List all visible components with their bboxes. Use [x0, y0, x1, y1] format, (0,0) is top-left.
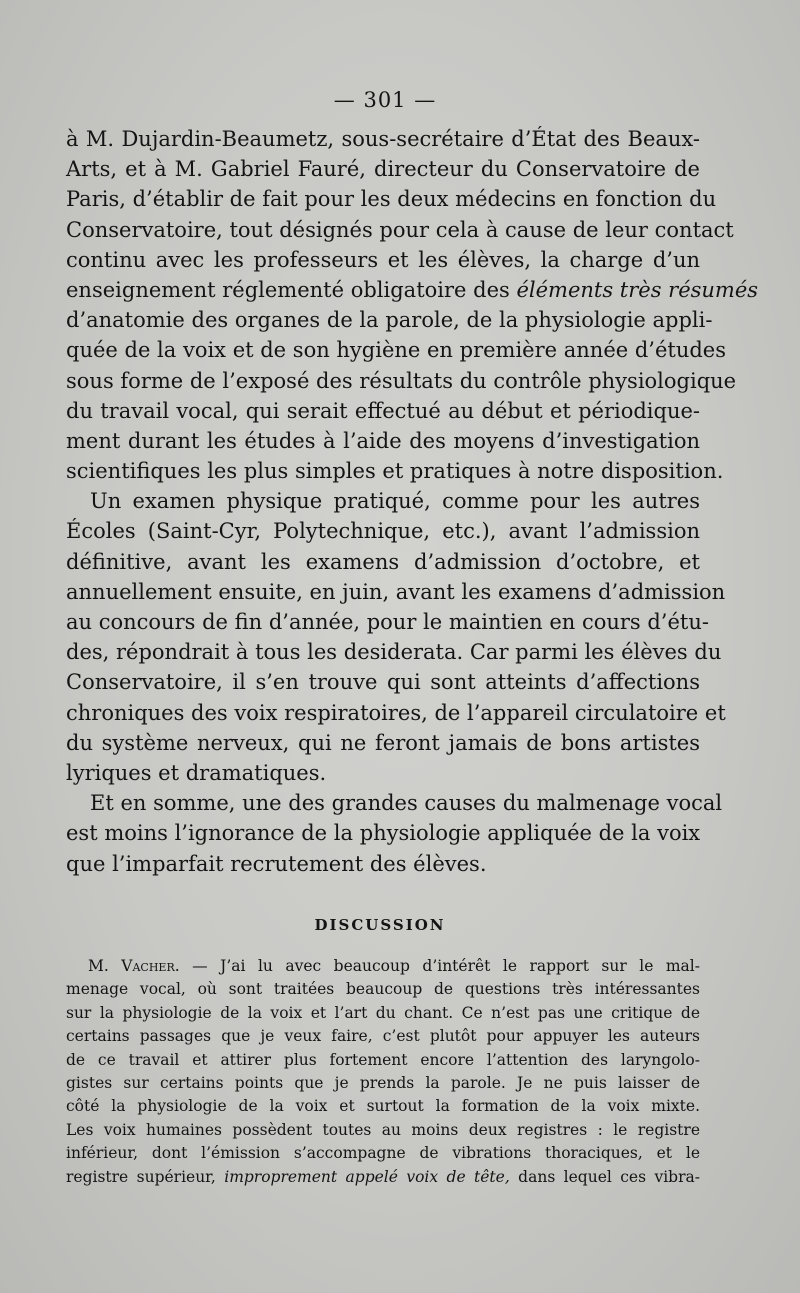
text-line: inférieur, dont l’émission s’accompagne de vibrations thoraciques, et le — [66, 1144, 700, 1163]
text-segment: — J’ai lu avec beaucoup d’intérêt le rapport sur le mal- — [179, 957, 700, 975]
text-line: ment durant les études à l’aide des moyens d’investigation — [66, 428, 700, 453]
text-line: Écoles (Saint-Cyr, Polytechnique, etc.), avant l’admission — [66, 519, 700, 544]
text-line — [66, 275, 759, 305]
text-line: Arts, et à M. Gabriel Fauré, directeur du Conservatoire de — [66, 157, 700, 182]
text-line: Un examen physique pratiqué, comme pour les autres — [90, 489, 700, 514]
speaker-name: M. Vacher. — [88, 957, 180, 975]
page-number: — 301 — — [333, 88, 437, 112]
discussion-text-block — [66, 955, 700, 1189]
text-line — [66, 955, 700, 978]
text-line: gistes sur certains points que je prends la parole. Je ne puis laisser de — [66, 1073, 700, 1092]
text-line: lyriques et dramatiques. — [66, 760, 327, 785]
text-line: du système nerveux, qui ne feront jamais de bons artistes — [66, 730, 700, 755]
main-text-block — [66, 124, 759, 879]
text-line: définitive, avant les examens d’admission d’octobre, et — [66, 549, 700, 574]
text-line: à M. Dujardin-Beaumetz, sous-secrétaire d’État des Beaux- — [66, 127, 700, 151]
text-line: menage vocal, où sont traitées beaucoup de questions très intéressantes — [66, 980, 700, 999]
text-segment: enseignement réglementé obligatoire des — [66, 277, 510, 302]
text-line: que l’imparfait recrutement des élèves. — [66, 851, 487, 876]
text-line: Conservatoire, il s’en trouve qui sont atteints d’affections — [66, 670, 700, 695]
italic-phrase: improprement appelé voix de tête, — [224, 1167, 510, 1186]
text-line: Les voix humaines possèdent toutes au moins deux registres : le registre — [66, 1120, 700, 1139]
text-line: d’anatomie des organes de la parole, de la physiologie appli- — [66, 308, 713, 333]
text-line: Paris, d’établir de fait pour les deux médecins en fonction du — [66, 187, 717, 212]
text-line: quée de la voix et de son hygiène en première année d’études — [66, 338, 727, 363]
text-line: continu avec les professeurs et les élèves, la charge d’un — [66, 247, 700, 272]
italic-phrase: éléments très résumés — [516, 277, 759, 302]
section-heading: DISCUSSION — [314, 916, 446, 934]
text-segment: dans lequel ces vibra- — [509, 1167, 700, 1186]
text-line — [66, 1166, 700, 1189]
text-line: de ce travail et attirer plus fortement encore l’attention des laryngolo- — [66, 1050, 700, 1069]
text-line: Et en somme, une des grandes causes du malmenage vocal — [90, 791, 723, 816]
text-line: du travail vocal, qui serait effectué au début et périodique- — [66, 398, 700, 423]
text-segment: registre supérieur, — [66, 1167, 225, 1186]
text-line: sous forme de l’exposé des résultats du contrôle physiologique — [66, 368, 737, 393]
text-line: sur la physiologie de la voix et l’art du chant. Ce n’est pas une critique de — [66, 1003, 700, 1022]
text-line: annuellement ensuite, en juin, avant les examens d’admission — [66, 579, 726, 604]
text-line: Conservatoire, tout désignés pour cela à cause de leur contact — [66, 217, 734, 242]
text-line: chroniques des voix respiratoires, de l’appareil circulatoire et — [66, 700, 726, 725]
text-line: certains passages que je veux faire, c’est plutôt pour appuyer les auteurs — [66, 1027, 700, 1046]
text-line: des, répondrait à tous les desiderata. Car parmi les élèves du — [66, 640, 722, 665]
text-line: au concours de fin d’année, pour le maintien en cours d’étu- — [66, 610, 709, 634]
text-line: côté la physiologie de la voix et surtout la formation de la voix mixte. — [66, 1097, 700, 1116]
text-line: scientifiques les plus simples et pratiques à notre disposition. — [66, 459, 724, 484]
text-line: est moins l’ignorance de la physiologie appliquée de la voix — [66, 821, 701, 846]
